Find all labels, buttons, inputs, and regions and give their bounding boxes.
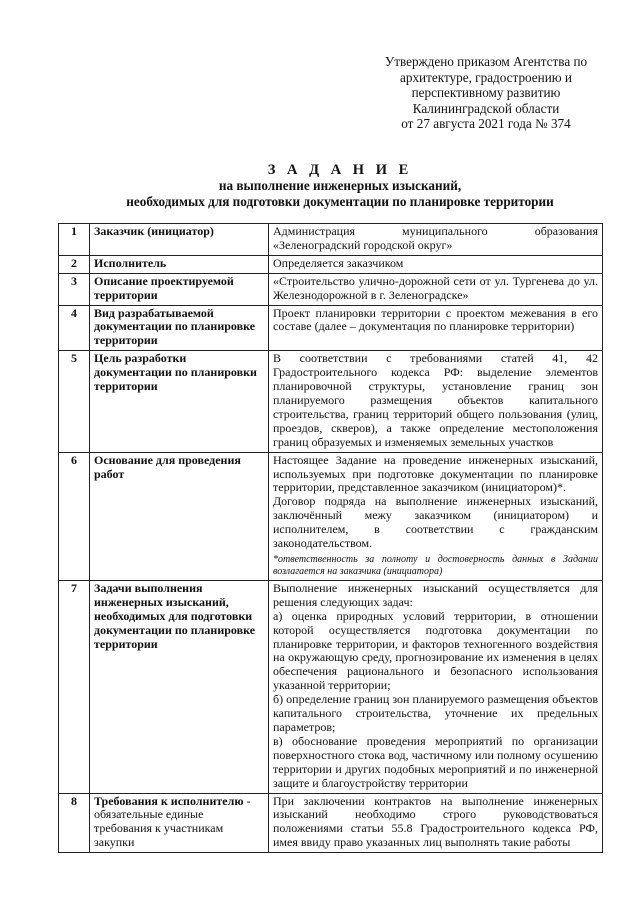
document-subtitle-1: на выполнение инженерных изысканий, bbox=[218, 178, 462, 193]
row-number: 3 bbox=[59, 273, 90, 305]
row-value-paragraph: а) оценка природных условий территории, в отношении которой осуществляется подготовка документации по планировке территории, и факторов техногенного воздействия на окружающую среду, прогнозирование их изменения в целях обеспечения рационального и безопасного использования указанной территории; bbox=[273, 608, 598, 693]
row-number: 7 bbox=[59, 580, 90, 793]
row-value bbox=[269, 452, 603, 580]
row-value-paragraph: Выполнение инженерных изысканий осуществляется для решения следующих задач: bbox=[273, 580, 598, 609]
document-title: З А Д А Н И Е bbox=[267, 162, 413, 178]
approval-stamp bbox=[350, 54, 622, 132]
table-row bbox=[59, 305, 603, 351]
approval-line: Утверждено приказом Агентства по bbox=[384, 54, 588, 69]
row-value bbox=[269, 224, 603, 256]
approval-line: архитектуре, градостроению и bbox=[400, 69, 572, 85]
row-label: Исполнитель bbox=[90, 255, 269, 273]
row-value bbox=[269, 255, 603, 273]
row-value-paragraph: Администрация муниципального образования «Зеленоградский городской округ» bbox=[273, 224, 598, 252]
row-value bbox=[269, 351, 603, 452]
table-row bbox=[59, 793, 603, 853]
row-value bbox=[269, 273, 603, 305]
row-number: 8 bbox=[59, 793, 90, 853]
approval-line: перспективному развитию bbox=[411, 85, 561, 101]
row-value bbox=[269, 580, 603, 793]
row-label-bold-part: Требования к исполнителю bbox=[94, 793, 244, 808]
row-label-rest: - обязательные единые требования к участникам закупки bbox=[94, 793, 251, 850]
table-row bbox=[59, 580, 603, 793]
row-value bbox=[269, 305, 603, 351]
row-value-paragraph: Договор подряда на выполнение инженерных изысканий, заключённый межу заказчиком (инициатором) и исполнителем, в соответствии с гражданским законодательством. bbox=[273, 494, 598, 551]
document-subtitle-2: необходимых для подготовки документации по планировке территории bbox=[126, 194, 554, 209]
row-number: 6 bbox=[59, 452, 90, 580]
row-value-paragraph: Определяется заказчиком bbox=[273, 255, 404, 270]
row-value-paragraph: в) обоснование проведения мероприятий по организации поверхностного стока вод, частичному или полному осушению территории и других подобных мероприятий и по инженерной защите и благоустройству территории bbox=[273, 733, 598, 790]
row-label: Заказчик (инициатор) bbox=[90, 224, 269, 256]
table-row bbox=[59, 273, 603, 305]
row-number: 2 bbox=[59, 255, 90, 273]
row-number: 5 bbox=[59, 351, 90, 452]
approval-line: Калининградской области bbox=[412, 100, 560, 116]
table-row bbox=[59, 351, 603, 452]
table-row bbox=[59, 224, 603, 256]
row-label: Вид разрабатываемой документации по планировке территории bbox=[90, 305, 269, 351]
approval-date-line: от 27 августа 2021 года № 374 bbox=[401, 116, 571, 132]
row-value-paragraph: В соответствии с требованиями статей 41, 42 Градостроительного кодекса РФ: выделение элементов планировочной структуры, установление границ зон планируемого размещения объектов капитального строительства, границ территорий общего пользования (улиц, проездов, скверов), а также определение местоположения границ образуемых и изменяемых земельных участков bbox=[273, 351, 598, 449]
row-label: Основание для проведения работ bbox=[90, 452, 269, 580]
row-value-paragraph: б) определение границ зон планируемого размещения объектов капитального строительства, уточнение их предельных параметров; bbox=[273, 692, 598, 734]
row-value-paragraph: Настоящее Задание на проведение инженерных изысканий, используемых при подготовке документации по планировке территории, представленное заказчиком (инициатором)*. bbox=[273, 452, 598, 495]
row-label: Задачи выполнения инженерных изысканий, необходимых для подготовки документации по планировке территории bbox=[90, 580, 269, 793]
task-table-body bbox=[59, 224, 603, 853]
row-value-paragraph: Проект планировки территории с проектом межевания в его составе (далее – документация по планировке территории) bbox=[273, 305, 598, 334]
row-label: Описание проектируемой территории bbox=[90, 273, 269, 305]
row-label bbox=[90, 793, 269, 853]
row-label: Цель разработки документации по планировки территории bbox=[90, 351, 269, 452]
table-row bbox=[59, 452, 603, 580]
row-value-paragraph: «Строительство улично-дорожной сети от ул. Тургенева до ул. Железнодорожной в г. Зеленоградске» bbox=[273, 273, 598, 302]
row-footnote: *ответственность за полноту и достоверность данных в Задании возлагается на заказчика (инициатора) bbox=[273, 553, 598, 577]
table-row bbox=[59, 255, 603, 273]
task-table bbox=[58, 223, 603, 853]
document-heading bbox=[60, 162, 620, 210]
row-value bbox=[269, 793, 603, 853]
row-value-paragraph: При заключении контрактов на выполнение инженерных изысканий необходимо строго руководствоваться положениями статьи 55.8 Градостроительного кодекса РФ, имея ввиду право указанных лиц выполнять такие работы bbox=[273, 793, 598, 850]
row-number: 1 bbox=[59, 224, 90, 256]
row-number: 4 bbox=[59, 305, 90, 351]
